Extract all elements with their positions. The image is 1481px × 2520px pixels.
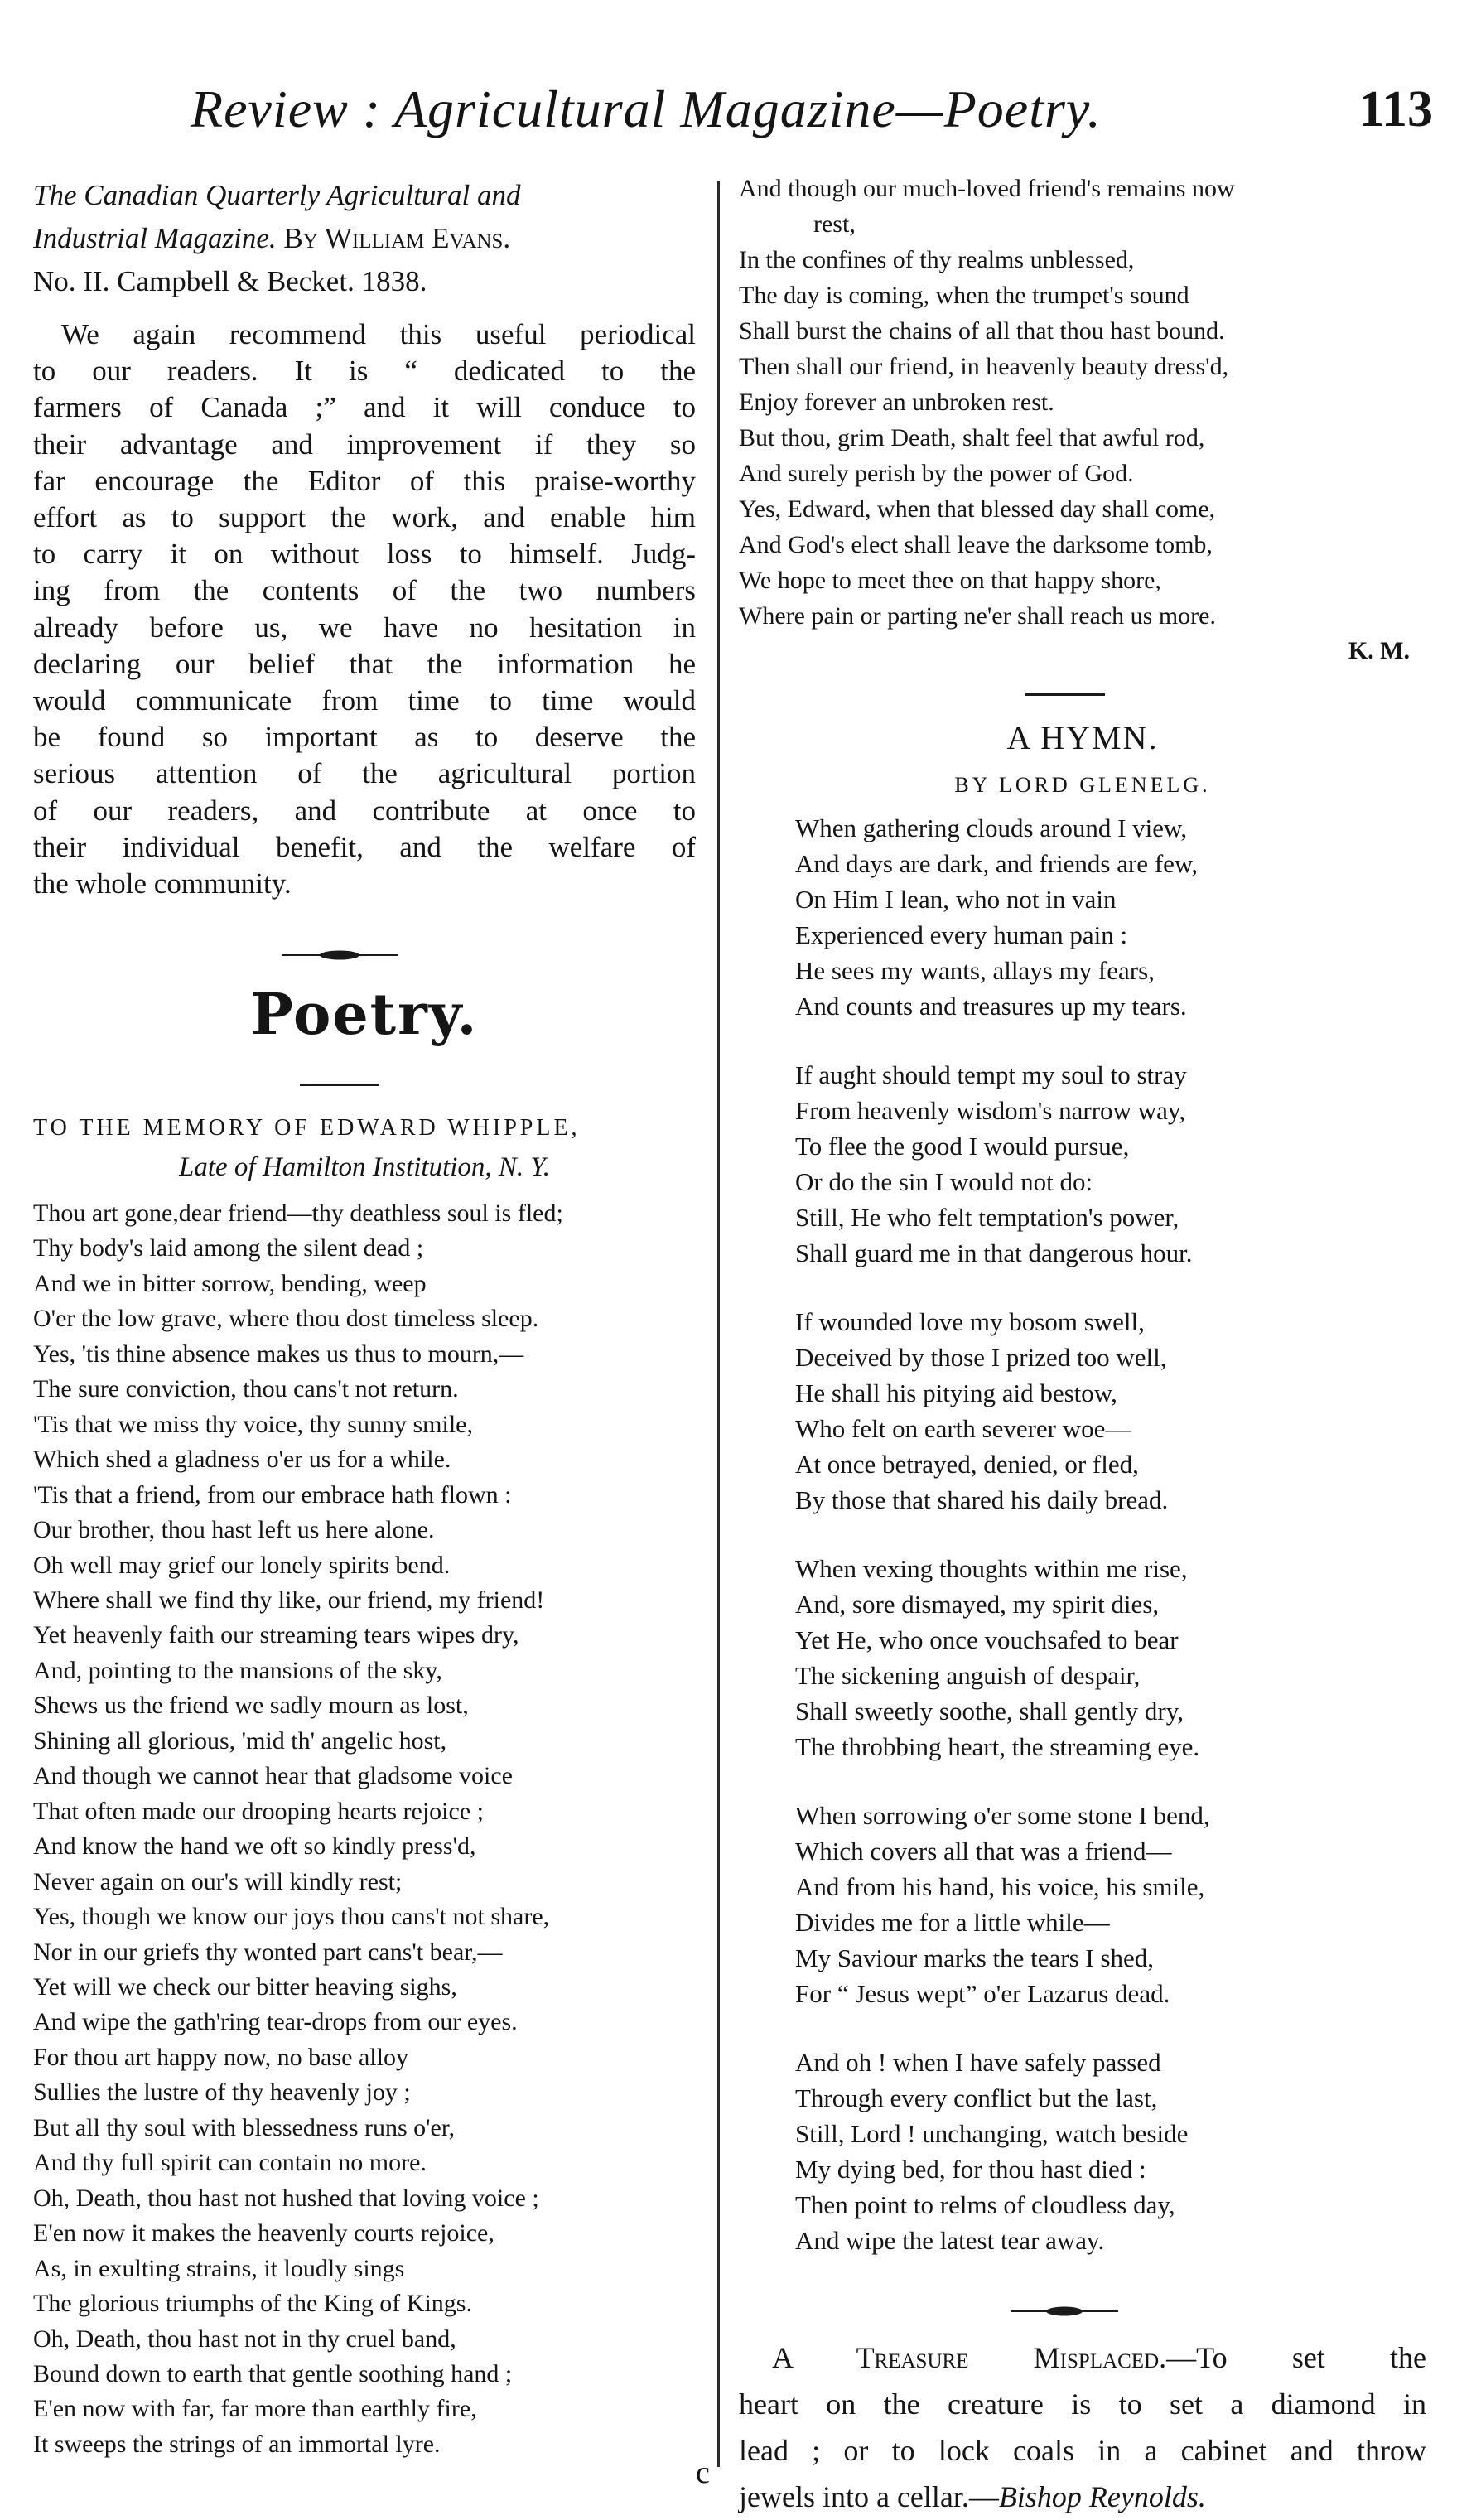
poem-line: As, in exulting strains, it loudly sings xyxy=(33,2254,405,2282)
hymn-line: Or do the sin I would not do: xyxy=(795,1167,1093,1197)
poem-line: We hope to meet thee on that happy shore, xyxy=(739,567,1161,594)
hymn-line: For “ Jesus wept” o'er Lazarus dead. xyxy=(795,1979,1170,2009)
poem-line: Which shed a gladness o'er us for a while. xyxy=(33,1446,451,1474)
poem-line: Bound down to earth that gentle soothing hand ; xyxy=(33,2359,513,2387)
hymn-line: He sees my wants, allays my fears, xyxy=(795,956,1155,986)
poem-line: Yes, though we know our joys thou cans't not share, xyxy=(33,1903,550,1931)
review-author: William Evans. xyxy=(324,222,511,254)
hymn-line: To flee the good I would pursue, xyxy=(795,1132,1130,1161)
memorial-poem-subtitle-block xyxy=(33,1148,696,1186)
poem-line: Thy body's laid among the silent dead ; xyxy=(33,1234,424,1262)
ornament-divider xyxy=(282,950,398,960)
treasure-line xyxy=(739,2474,1426,2520)
poem-line: And, pointing to the mansions of the sky, xyxy=(33,1656,442,1684)
poem-line: 'Tis that we miss thy voice, thy sunny smile, xyxy=(33,1410,473,1438)
poem-line: It sweeps the strings of an immortal lyre. xyxy=(33,2430,441,2458)
signature-block xyxy=(739,635,1426,668)
poem-line: Sullies the lustre of thy heavenly joy ; xyxy=(33,2078,411,2107)
treasure-author: Bishop Reynolds. xyxy=(998,2480,1206,2513)
hymn-line: The throbbing heart, the streaming eye. xyxy=(795,1732,1200,1762)
review-line: farmers of Canada ;” and it will conduce to xyxy=(33,391,696,424)
hymn-title-block xyxy=(739,717,1426,759)
review-line: already before us, we have no hesitation in xyxy=(33,611,696,644)
treasure-line: lead ; or to lock coals in a cabinet and throw xyxy=(739,2434,1426,2467)
review-line: ing from the contents of the two numbers xyxy=(33,574,696,607)
review-line: serious attention of the agricultural portion xyxy=(33,757,696,790)
hymn-stanza xyxy=(795,1551,1425,1765)
poem-line: Thou art gone,dear friend—thy deathless soul is fled; xyxy=(33,1200,563,1227)
review-line: to our readers. It is “ dedicated to the xyxy=(33,355,696,388)
hymn-line: The sickening anguish of despair, xyxy=(795,1661,1141,1691)
poem-line: Never again on our's will kindly rest; xyxy=(33,1867,403,1895)
poem-line: Yes, Edward, when that blessed day shall come, xyxy=(739,495,1216,523)
hymn-line: Still, Lord ! unchanging, watch beside xyxy=(795,2119,1189,2149)
review-heading-line xyxy=(33,217,696,260)
treasure-line: heart on the creature is to set a diamond in xyxy=(739,2387,1426,2421)
memorial-poem-lines xyxy=(33,1196,696,2462)
review-line: their individual benefit, and the welfare of xyxy=(33,830,696,863)
poem-line: And know the hand we oft so kindly press'd, xyxy=(33,1832,476,1861)
poem-line: Where shall we find thy like, our friend, my friend! xyxy=(33,1586,545,1614)
poem-line: Enjoy forever an unbroken rest. xyxy=(739,389,1054,416)
hymn-line: And oh ! when I have safely passed xyxy=(795,2048,1161,2077)
hymn-line: Yet He, who once vouchsafed to bear xyxy=(795,1625,1179,1655)
hymn-line: On Him I lean, who not in vain xyxy=(795,885,1117,915)
treasure-line xyxy=(739,2334,1426,2381)
poem-line: And surely perish by the power of God. xyxy=(739,460,1134,487)
hymn-stanza xyxy=(795,1304,1425,1518)
column-divider xyxy=(717,181,720,2467)
page-number: 113 xyxy=(1358,81,1433,138)
treasure-heading: A Treasure Misplaced. xyxy=(772,2341,1167,2374)
review-line: be found so important as to deserve the xyxy=(33,721,696,754)
ornament-divider xyxy=(1011,2306,1118,2316)
hymn-line: Shall guard me in that dangerous hour. xyxy=(795,1238,1193,1268)
poem-line: Where pain or parting ne'er shall reach us more. xyxy=(739,602,1216,630)
poem-subtitle: Late of Hamilton Institution, N. Y. xyxy=(178,1152,550,1182)
memorial-poem-continued xyxy=(739,171,1426,634)
hymn-line: If wounded love my bosom swell, xyxy=(795,1307,1145,1336)
poem-line: Yes, 'tis thine absence makes us thus to mourn,— xyxy=(33,1340,524,1368)
poem-line: Shining all glorious, 'mid th' angelic host, xyxy=(33,1726,447,1755)
hymn-line: Through every conflict but the last, xyxy=(795,2083,1158,2113)
poem-line: And though our much-loved friend's remains now xyxy=(739,175,1235,202)
poem-line: But all thy soul with blessedness runs o'er, xyxy=(33,2113,456,2141)
review-line: the whole community. xyxy=(33,867,292,900)
hymn-line: And from his hand, his voice, his smile, xyxy=(795,1872,1205,1902)
poem-line: rest, xyxy=(813,210,856,238)
poem-line: The sure conviction, thou cans't not return. xyxy=(33,1375,459,1403)
rule-divider xyxy=(1025,689,1105,699)
hymn-line: At once betrayed, denied, or fled, xyxy=(795,1450,1139,1480)
hymn-line: Who felt on earth severer woe— xyxy=(795,1414,1131,1444)
running-title: Review : Agricultural Magazine—Poetry. xyxy=(191,80,1102,138)
hymn-stanza xyxy=(795,1798,1425,2012)
poem-line: For thou art happy now, no base alloy xyxy=(33,2043,408,2071)
poem-line: In the confines of thy realms unblessed, xyxy=(739,246,1135,273)
hymn-stanza xyxy=(795,1057,1425,1272)
review-line: We again recommend this useful periodical xyxy=(61,318,696,350)
poem-line: The day is coming, when the trumpet's sound xyxy=(739,282,1189,309)
review-heading xyxy=(33,174,696,303)
hymn-line: And counts and treasures up my tears. xyxy=(795,992,1187,1021)
hymn-line: If aught should tempt my soul to stray xyxy=(795,1060,1187,1089)
poem-line: Yet heavenly faith our streaming tears wipes dry, xyxy=(33,1621,519,1649)
hymn-line: And, sore dismayed, my spirit dies, xyxy=(795,1590,1160,1620)
rule-divider xyxy=(300,1079,379,1089)
hymn-title: A HYMN. xyxy=(1006,719,1159,756)
poem-line: E'en now with far, far more than earthly fire, xyxy=(33,2395,477,2423)
review-line: would communicate from time to time would xyxy=(33,684,696,717)
poem-line: Oh, Death, thou hast not in thy cruel band, xyxy=(33,2324,456,2353)
treasure-paragraph xyxy=(739,2334,1426,2520)
poem-line: But thou, grim Death, shalt feel that awful rod, xyxy=(739,424,1205,451)
hymn-line: When sorrowing o'er some stone I bend, xyxy=(795,1801,1210,1830)
review-line: their advantage and improvement if they so xyxy=(33,427,696,461)
poem-line: Shall burst the chains of all that thou hast bound. xyxy=(739,317,1225,345)
hymn-line: When gathering clouds around I view, xyxy=(795,813,1188,842)
review-heading-line: The Canadian Quarterly Agricultural and xyxy=(33,179,521,211)
hymn-line: My Saviour marks the tears I shed, xyxy=(795,1943,1155,1973)
hymn-line: Deceived by those I prized too well, xyxy=(795,1343,1167,1373)
review-line: of our readers, and contribute at once to xyxy=(33,794,696,827)
poem-line: Oh well may grief our lonely spirits bend. xyxy=(33,1551,451,1579)
hymn-stanza xyxy=(795,810,1425,1025)
review-line: far encourage the Editor of this praise-worthy xyxy=(33,464,696,497)
hymn-line: He shall his pitying aid bestow, xyxy=(795,1378,1117,1408)
poem-line: And wipe the gath'ring tear-drops from our eyes. xyxy=(33,2008,518,2036)
poem-line: And though we cannot hear that gladsome voice xyxy=(33,1762,513,1790)
printer-signature-mark: c xyxy=(696,2455,710,2490)
poem-line: That often made our drooping hearts rejoice ; xyxy=(33,1797,484,1825)
hymn-stanza xyxy=(795,2044,1425,2259)
hymn-byline: BY LORD GLENELG. xyxy=(954,773,1211,797)
hymn-line: When vexing thoughts within me rise, xyxy=(795,1554,1188,1583)
review-line: declaring our belief that the information he xyxy=(33,647,696,680)
hymn-line: Still, He who felt temptation's power, xyxy=(795,1203,1179,1233)
hymn-byline-block xyxy=(739,769,1426,802)
hymn-line: By those that shared his daily bread. xyxy=(795,1485,1169,1515)
review-line: to carry it on without loss to himself. Judg- xyxy=(33,538,696,571)
poem-line: O'er the low grave, where thou dost timeless sleep. xyxy=(33,1305,539,1333)
poem-line: Then shall our friend, in heavenly beauty dress'd, xyxy=(739,353,1229,380)
hymn-line: Divides me for a little while— xyxy=(795,1908,1110,1938)
magazine-title: Industrial Magazine. xyxy=(33,222,277,254)
treasure-text: —To set the xyxy=(1166,2341,1426,2374)
hymn-line: Experienced every human pain : xyxy=(795,920,1128,950)
review-body xyxy=(33,316,696,902)
hymn-line: And days are dark, and friends are few, xyxy=(795,849,1199,879)
poem-line: 'Tis that a friend, from our embrace hath flown : xyxy=(33,1480,512,1509)
poem-line: And God's elect shall leave the darksome tomb, xyxy=(739,531,1213,558)
poetry-heading: Poetry. xyxy=(250,982,479,1048)
hymn-line: And wipe the latest tear away. xyxy=(795,2226,1105,2256)
review-line: effort as to support the work, and enable him xyxy=(33,501,696,534)
review-by: By xyxy=(276,222,325,254)
memorial-poem-title xyxy=(33,1110,696,1147)
poem-line: And thy full spirit can contain no more. xyxy=(33,2149,427,2177)
poem-line: E'en now it makes the heavenly courts rejoice, xyxy=(33,2219,494,2247)
hymn-line: My dying bed, for thou hast died : xyxy=(795,2155,1146,2184)
hymn-line: From heavenly wisdom's narrow way, xyxy=(795,1096,1186,1126)
poem-line: Our brother, thou hast left us here alone. xyxy=(33,1516,435,1544)
poem-line: Shews us the friend we sadly mourn as lost, xyxy=(33,1692,469,1720)
poem-line: And we in bitter sorrow, bending, weep xyxy=(33,1269,427,1297)
poem-line: Oh, Death, thou hast not hushed that loving voice ; xyxy=(33,2184,539,2212)
running-head xyxy=(191,76,1433,151)
treasure-text: jewels into a cellar.— xyxy=(739,2480,999,2513)
poem-line: Yet will we check our bitter heaving sighs, xyxy=(33,1972,457,2001)
poem-line: Nor in our griefs thy wonted part cans't bear,— xyxy=(33,1938,503,1966)
review-heading-line: No. II. Campbell & Becket. 1838. xyxy=(33,265,427,297)
hymn-line: Then point to relms of cloudless day, xyxy=(795,2190,1175,2220)
poem-signature: K. M. xyxy=(1348,637,1410,664)
hymn-line: Shall sweetly soothe, shall gently dry, xyxy=(795,1697,1184,1726)
poem-title: TO THE MEMORY OF EDWARD WHIPPLE, xyxy=(33,1115,581,1141)
hymn-line: Which covers all that was a friend— xyxy=(795,1837,1172,1866)
poem-line: The glorious triumphs of the King of Kings. xyxy=(33,2290,472,2318)
